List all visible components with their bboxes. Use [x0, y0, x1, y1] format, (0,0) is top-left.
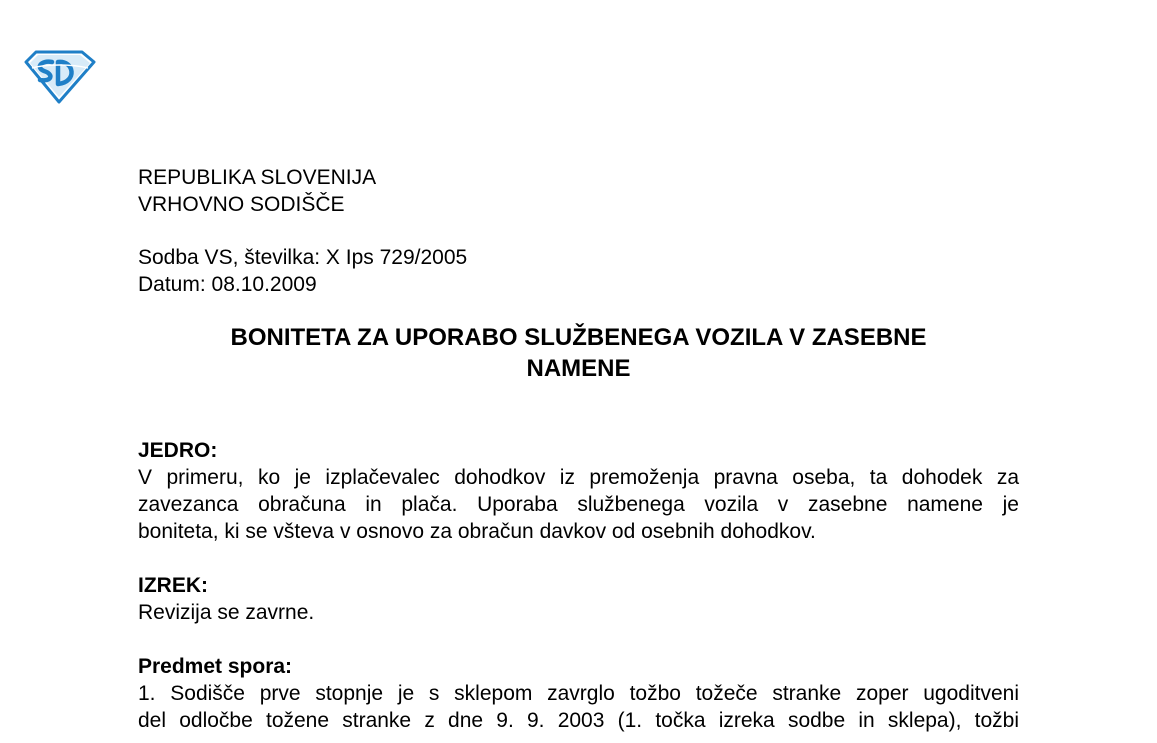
- jedro-heading: JEDRO:: [138, 439, 218, 462]
- jedro-text: [138, 464, 1019, 545]
- jedro-line-2: zavezanca obračuna in plača. Uporaba službenega vozila v zasebne namene je: [138, 493, 1019, 516]
- court-logo-icon: [22, 48, 96, 104]
- izrek-section: [138, 572, 1019, 626]
- izrek-heading: IZREK:: [138, 574, 208, 597]
- case-date: Datum: 08.10.2009: [138, 273, 317, 296]
- predmet-section: [138, 653, 1019, 734]
- title-line-2: NAMENE: [526, 355, 631, 382]
- predmet-text: [138, 680, 1019, 734]
- jedro-section: [138, 437, 1019, 545]
- predmet-line-1: 1. Sodišče prve stopnje je s sklepom zavrglo tožbo tožeče stranke zoper ugoditveni: [138, 682, 1019, 705]
- document-body: [138, 164, 1019, 734]
- title-line-1: BONITETA ZA UPORABO SLUŽBENEGA VOZILA V ZASEBNE: [230, 324, 927, 351]
- document-title: [138, 322, 1019, 384]
- predmet-line-2: del odločbe tožene stranke z dne 9. 9. 2003 (1. točka izreka sodbe in sklepa), tožbi: [138, 709, 1019, 732]
- izrek-text: Revizija se zavrne.: [138, 601, 315, 624]
- predmet-heading: Predmet spora:: [138, 655, 293, 678]
- jedro-line-1: V primeru, ko je izplačevalec dohodkov iz premoženja pravna oseba, ta dohodek za: [138, 466, 1019, 489]
- jedro-line-3: boniteta, ki se všteva v osnovo za obračun davkov od osebnih dohodkov.: [138, 520, 816, 543]
- case-number: Sodba VS, številka: X Ips 729/2005: [138, 246, 468, 269]
- header-line-republic: REPUBLIKA SLOVENIJA: [138, 166, 377, 189]
- header-line-court: VRHOVNO SODIŠČE: [138, 193, 345, 216]
